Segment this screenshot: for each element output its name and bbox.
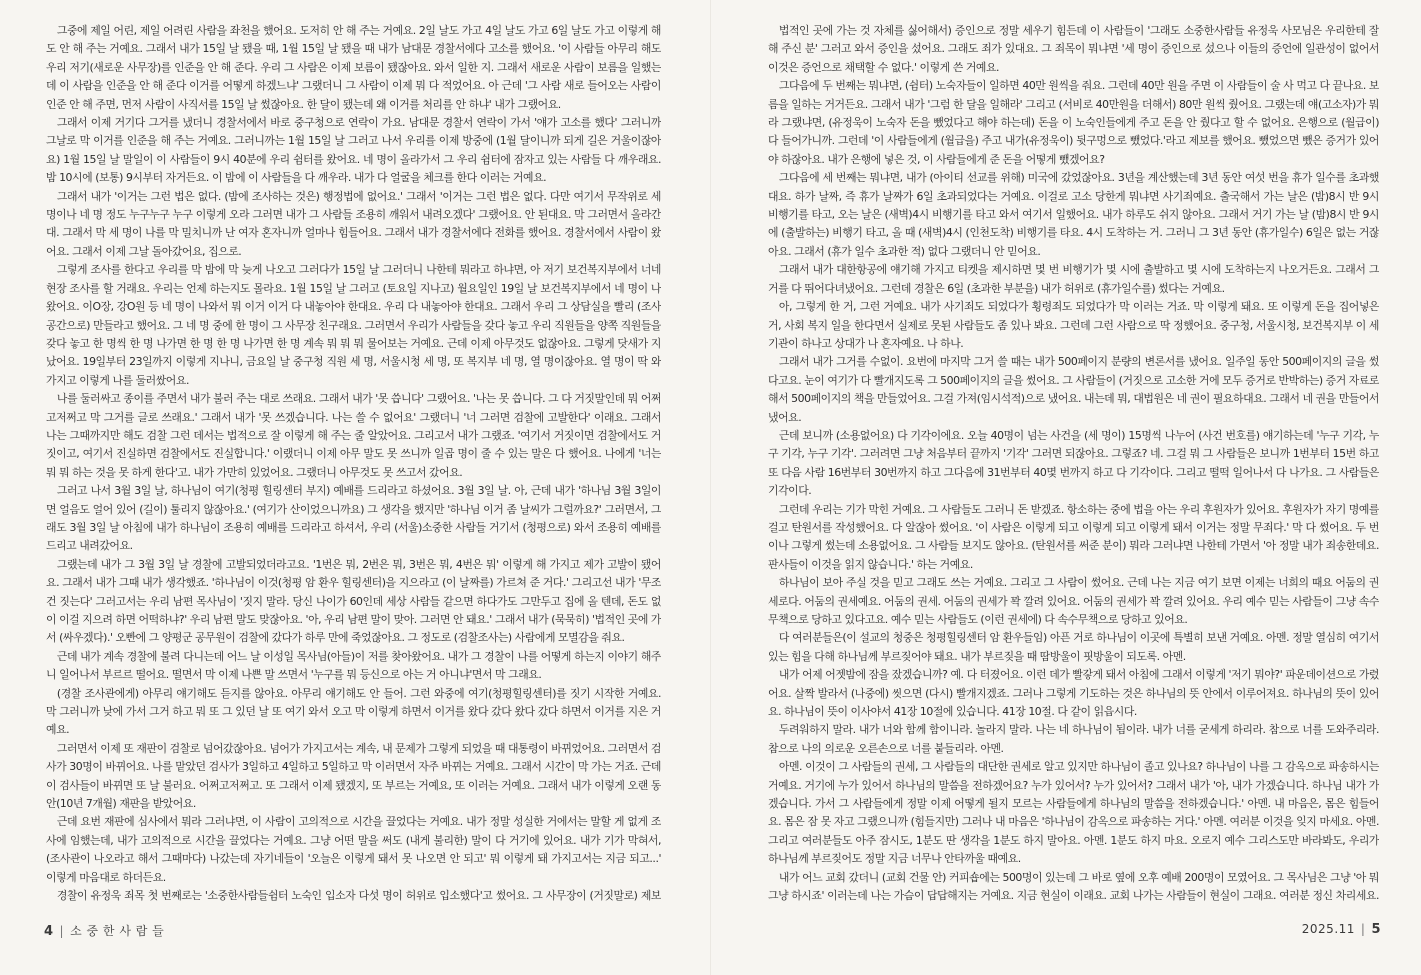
left-page [0,0,710,975]
paragraph: 내가 어느 교회 갔더니 (교회 건물 안) 커피숍에는 500명이 있는데 그 바로 옆에 오후 예배 200명이 모였어요. 그 목사님은 그냥 '아 뭐 그냥 하시죠' 이러는데 나는 가슴이 답답해지는 거예요. 지금 현실이 이래요. 교회 나가는 사람들이 현실이 그래요. 여러분 정신 차리세요. [768,870,1379,902]
right-page [711,0,1421,975]
paragraph: (경찰 조사관에게) 아무리 얘기해도 듣지를 않아요. 아무리 얘기해도 안 들어. 그런 와중에 여기(청평힐링센터)를 짓기 시작한 거예요. 막 그러니까 낮에 가서 그거 하고 뭐 또 그 있던 날 또 여기 와서 오고 막 이렇게 하면서 이거를 왔다 갔다 왔다 갔다 하면서 이거를 지은 거예요. [46,686,661,737]
paragraph: 법적인 곳에 가는 것 자체를 싫어해서) 증인으로 정말 세우기 힘든데 이 사람들이 '그래도 소중한사람들 유정욱 사모님은 우리한테 잘해 주신 분' 그러고 와서 증인을 섰어요. 그래도 죄가 있대요. 그 죄목이 뭐냐면 '세 명이 증인으로 섰으나 이들의 증언에 일관성이 없어서 이것은 증언으로 채택할 수 없다.' 이렇게 쓴 거예요. [768,24,1379,74]
right-page-number: 5 [1371,922,1381,937]
left-page-number: 4 [44,924,54,939]
magazine-title: 소 중 한 사 람 들 [70,924,165,938]
paragraph: 근데 보니까 (소용없어요) 다 기각이에요. 오늘 40명이 넘는 사건을 (세 명이) 15명씩 나누어 (사건 번호를) 얘기하는데 '누구 기각, 누구 기각, 누구 기각'. 그러려면 그냥 처음부터 끝까지 '기각' 그러면 되잖아요. 그렇죠? 네. 그걸 뭐 그 사람들은 보니까 1번부터 15번 하고 또 다음 사람 16번부터 30번까지 하고 그다음에 31번부터 40몇 번까지 하고 다 기각이다. 그리고 떨떡 일어나서 다 나가요. 그 사람들은 기각이다. [768,428,1379,498]
paragraph: 나를 둘러싸고 종이를 주면서 내가 불러 주는 대로 쓰래요. 그래서 내가 '못 씁니다' 그랬어요. '나는 못 씁니다. 그 다 거짓말인데 뭐 어쩌고저쩌고 막 그거를 글로 쓰래요.' 그래서 내가 '못 쓰겠습니다. 나는 쓸 수 없어요' 그랬더니 '너 그러면 검찰에 고발한다' 이래요. 그래서 나는 그때까지만 해도 검찰 그런 데서는 법적으로 잘 이렇게 해 주는 줄 알았어요. 그리고서 내가 그랬죠. '여기서 거짓이면 검찰에서도 거짓이고, 여기서 진실하면 검찰에서도 진실합니다.' 이랬더니 이제 아무 말도 못 쓰니까 일곱 명이 줄 수 있는 말은 다 했어요. 나에게 '너는 뭐 뭐 하는 것을 못 하게 한다'고. 내가 가만히 있었어요. 그랬더니 아무것도 못 쓰고서 갔어요. [46,392,661,479]
footer-separator: | [1360,922,1366,936]
paragraph: 그래서 내가 그거를 수없이. 요번에 마지막 그거 쓸 때는 내가 500페이지 분량의 변론서를 냈어요. 일주일 동안 500페이지의 글을 썼다고요. 눈이 여기가 다 빨개지도록 그 500페이지의 글을 썼어요. 그 사람들이 (거짓으로 고소한 거에 모두 증거로 반박하는) 증거 자료로 해서 500페이지의 책을 만들었어요. 그걸 가져(임시석적)으로 냈어요. 내는데 뭐, 대법원은 네 권이 필요하대요. 그래서 네 권을 만들어서 냈어요. [768,355,1379,424]
issue-date: 2025.11 [1301,922,1355,936]
paragraph: 그랬는데 내가 그 3월 3일 날 경찰에 고발되었더라고요. '1번은 뭐, 2번은 뭐, 3번은 뭐, 4번은 뭐' 이렇게 해 가지고 제가 고발이 됐어요. 그래서 내가 그때 내가 생각했죠. '하나님이 이것(청평 암 환우 힐링센터)을 지으라고 (이 날짜를) 가르쳐 준 거다.' 그리고선 내가 '무조건 짓는다' 그러고서는 우리 남편 목사님이 '짓지 말라. 당신 나이가 60인데 세상 사람들 같으면 하다가도 그만두고 집에 올 텐데, 돈도 없이 이걸 지으려 하면 어떡하냐?' 우리 남편 말도 맞잖아요. '아, 우리 남편 말이 맞아. 그러면 안 돼요.' 그래서 내가 (묵묵히) '법적인 곳에 가서 (싸우겠다).' 오빤에 그 양평군 공무원이 검찰에 갔다가 하루 만에 죽었잖아요. 그 정도로 (검찰조사는) 사람에게 모멸감을 줘요. [46,557,661,645]
paragraph: 하나님이 보아 주실 것을 믿고 그래도 쓰는 거예요. 그리고 그 사람이 썼어요. 근데 나는 지금 여기 보면 이제는 너희의 때요 어둠의 권세로다. 어둠의 권세예요. 어둠의 권세. 어둠의 권세가 꽉 깔려 있어요. 어둠의 권세가 꽉 깔려 있어요. 우리 예수 믿는 사람들이 그냥 속수무책으로 당하고 있다고요. 예수 믿는 사람들도 (이런 권세에) 다 속수무책으로 당하고 있어요. [768,576,1379,626]
paragraph: 그렇게 조사를 한다고 우리를 막 밤에 막 늦게 나오고 그러다가 15일 날 그러더니 나한테 뭐라고 하냐면, 아 저기 보건복지부에서 너네 현장 조사를 할 거래요. 우리는 언제 하는지도 몰라요. 1월 15일 날 그러고 (토요일 지나고) 월요일인 19일 날 보건복지부에서 네 명이 나왔어요. 이O장, 강O원 등 네 명이 나와서 뭐 이거 이거 다 내놓아야 한대요. 우리 다 내놓아야 한대요. 그래서 우리 그 상담실을 빨리 (조사 공간으로) 만들라고 했어요. 그 네 명 중에 한 명이 그 사무장 친구래요. 그러면서 우리가 사람들을 갖다 놓고 우리 직원들을 양쪽 직원들을 갖다 놓고 한 명씩 한 명 나가면 한 명 한 명 나가면 한 명 계속 뭐 뭐 뭐 물어보는 거예요. 근데 이제 아무것도 없잖아요. 그렇게 닷새가 지났어요. 19일부터 23일까지 이렇게 지나니, 금요일 날 중구청 직원 세 명, 서울시청 세 명, 또 복지부 네 명, 열 명이잖아요. 열 명이 딱 와 가지고 이렇게 나를 둘러쌌어요. [46,263,661,387]
paragraph: 다 여러분들은(이 설교의 청중은 청평힐링센터 암 환우들임) 아픈 거로 하나님이 이곳에 특별히 보낸 거예요. 아멘. 정말 열심히 여기서 있는 힘을 다해 하나님께 부르짖어야 돼요. 내가 부르짖을 때 땀방울이 핏방울이 되도록. 아멘. [768,631,1379,663]
paragraph: 경찰이 유정욱 죄목 첫 번째로는 '소중한사람들쉼터 노숙인 입소자 다섯 명이 허위로 입소했다'고 썼어요. 그 사무장이 (거짓말로) 제보 [56,889,661,902]
paragraph: 내가 어제 어젯밤에 잠을 잤겠습니까? 예. 다 터졌어요. 이런 데가 빨갛게 돼서 아침에 그래서 이렇게 '저기 뭐야?' 파운데이션으로 가렸어요. 살짝 발라서 (나중에) 씻으면 (다시) 빨개지겠죠. 그러나 그렇게 기도하는 것은 하나님의 뜻 안에서 이루어져요. 하나님의 뜻이 있어요. 하나님이 뜻이 이사야서 41장 10절에 있습니다. 41장 10절. 다 같이 읽읍시다. [768,668,1379,719]
paragraph: 근데 내가 계속 경찰에 불려 다니는데 어느 날 이성일 목사님(아들)이 저를 찾아왔어요. 내가 그 경찰이 나를 어떻게 하는지 이야기 해주니 일어나서 부르르 떨어요. 떨면서 막 이제 나쁜 말 쓰면서 '누구를 뭐 등신으로 아는 거 아니냐'면서 막 그래요. [46,649,661,682]
paragraph: 그런데 우리는 기가 막힌 거예요. 그 사람들도 그러니 돈 받겠죠. 항소하는 중에 법을 아는 우리 후원자가 있어요. 후원자가 자기 명예를 걸고 탄원서를 작성했어요. 다 알잖아 썼어요. '이 사람은 이렇게 되고 이렇게 되고 이렇게 돼서 이거는 정말 무죄다.' 막 다 썼어요. 두 번이나 그렇게 썼는데 소용없어요. 그 사람들 보지도 않아요. (탄원서를 써준 분이) 뭐라 그러냐면 나한테 가면서 '아 정말 내가 죄송한데요. 판사들이 이것을 읽지 않습니다.' 하는 거예요. [768,502,1379,571]
paragraph: 그래서 내가 대한항공에 얘기해 가지고 티켓을 제시하면 몇 번 비행기가 몇 시에 출발하고 몇 시에 도착하는지 나오거든요. 그래서 그거를 다 뛰어다녀냈어요. 그런데 경찰은 6일 (초과한 부분을) 내가 허위로 (휴가일수를) 썼다는 거예요. [768,263,1379,295]
paragraph: 근데 요번 재판에 심사에서 뭐라 그러냐면, 이 사람이 고의적으로 시간을 끌었다는 거예요. 내가 정말 성실한 거에서는 말할 게 없게 조사에 임했는데, 내가 고의적으로 시간을 끌었다는 거예요. 그냥 어떤 말을 써도 (내게 불리한) 말이 다 거기에 있어요. 내가 기가 막혀서, (조사관이 나오라고 해서 그때마다) 나갔는데 자기네들이 '오늘은 이렇게 돼서 못 나오면 안 되고' 뭐 이렇게 돼 가지고서는 지금 되고...' 이렇게 마음대로 하더든요. [46,815,661,884]
paragraph: 그러고 나서 3월 3일 날, 하나님이 여기(청평 힐링센터 부지) 예배를 드리라고 하셨어요. 3월 3일 날. 아, 근데 내가 '하나님 3월 3일이면 얼음도 얼어 있어 (길이) 툴리지 않잖아요.' (여기가 산이었으니까요) 그 생각을 했지만 '하나님 이거 좀 날씨가 그럴까요?' 그러면서, 그래도 3월 3일 날 아침에 내가 하나님이 조용히 예배를 드리라고 하셔서, 우리 (서울)소중한 사람들 거기서 (청평으로) 와서 조용히 예배를 드리고 내려갔어요. [46,484,661,553]
paragraph: 아, 그렇게 한 거, 그런 거예요. 내가 사기죄도 되었다가 횡령죄도 되었다가 막 이러는 거죠. 막 이렇게 돼요. 또 이렇게 돈을 집어넣은 거, 사회 복지 일을 한다면서 실제로 못된 사람들도 좀 있나 봐요. 그런데 그런 사람으로 딱 정했어요. 중구청, 서울시청, 보건복지부 이 세 기관이 하나고 상대가 나 혼자예요. 나 하나. [768,300,1379,350]
paragraph: 아멘. 이것이 그 사람들의 권세, 그 사람들의 대단한 권세로 알고 있지만 하나님이 졸고 있나요? 하나님이 나를 그 감옥으로 파송하시는 거예요. 거기에 누가 있어서 하나님의 말씀을 전하겠어요? 누가 있어서? 누가 있어서? 그래서 내가 '아, 내가 가겠습니다. 하나님 내가 가겠습니다. 가서 그 사람들에게 정말 이제 어떻게 될지 모르는 사람들에게 하나님의 말씀을 전하겠습니다.' 아멘. 내 마음은, 몸은 힘들어요. 몸은 잠 못 자고 그랬으니까 (힘들지만) 그러나 내 마음은 '하나님이 감옥으로 파송하는 거다.' 아멘. 여러분 이것을 잊지 마세요. 아멘. 그리고 여러분들도 아주 잠시도, 1분도 딴 생각을 1분도 하지 말아요. 아멘. 1분도 하지 마요. 오로지 예수 그리스도만 바라봐도, 우리가 하나님께 부르짖어도 정말 지금 너무나 안타까울 때예요. [768,760,1379,866]
paragraph: 두려워하지 말라. 내가 너와 함께 함이니라. 놀라지 말라. 나는 네 하나님이 됨이라. 내가 너를 굳세게 하리라. 참으로 너를 도와주리라. 참으로 나의 의로운 오른손으로 너를 붙들리라. 아멘. [768,723,1379,755]
paragraph: 그러면서 이제 또 재판이 검찰로 넘어갔잖아요. 넘어가 가지고서는 계속, 내 문제가 그렇게 되었을 때 대통령이 바뀌었어요. 그러면서 검사가 30명이 바뀌어요. 나를 맡았던 검사가 3일하고 4일하고 5일하고 막 이러면서 자주 바뀌는 거예요. 그래서 시간이 막 가는 거죠. 근데 이 검사들이 바뀌면 또 날 불러요. 어쩌고저쩌고. 또 그래서 이제 됐겠지, 또 부르는 거예요, 또 이러는 거예요. 그래서 내가 이렇게 오랜 동안(10년 7개월) 재판을 받았어요. [46,741,661,811]
paragraph: 그다음에 세 번째는 뭐냐면, 내가 (아이티 선교를 위해) 미국에 갔었잖아요. 3년을 계산했는데 3년 동안 여섯 번을 휴가 일수를 초과했대요. 하가 날짜, 즉 휴가 날짜가 6일 초과되었다는 거예요. 이걸로 고소 당한게 뭐냐면 사기죄예요. 출국해서 가는 날은 (밤)8시 반 9시 비행기를 타고, 오는 날은 (새벽)4시 비행기를 타고 와서 여기서 일했어요. 내가 하루도 쉬지 않아요. 그래서 거기 가는 날 (밤)8시 반 9시에 (출발하는) 비행기 타고, 올 때 (새벽)4시 (인천도착) 비행기를 타요. 4시 도착하는 거. 그러니 그 3년 동안 (휴가일수) 6일은 없는 거잖아요. 그래서 (휴가 일수 초과한 적) 없다 그랬더니 안 믿어요. [768,171,1379,258]
right-body-text [768,22,1379,902]
right-footer [1302,922,1381,937]
left-body-text [46,22,661,902]
paragraph: 그다음에 두 번째는 뭐냐면, (쉼터) 노숙자들이 일하면 40만 원씩을 줘요. 그런데 40만 원을 주면 이 사람들이 술 사 먹고 다 끝나요. 보름을 일하는 거거든요. 그래서 내가 '그럼 한 달을 일해라' 그리고 (서비로 40만원을 더해서) 80만 원씩 줬어요. 그랬는데 얘(고소자)가 뭐라 그랬냐면, (유정욱이 노숙자 돈을 뺐었다고 해야 하는데) 돈을 이 노숙인들에게 주고 돈을 안 줬다고 할 수 없어요. 은행으로 (월급이) 다 들어가니까. 그런데 '이 사람들에게 (월급을) 주고 내가(유정욱이) 뒷구멍으로 뺐었다.'라고 제보를 했어요. 뺐었으면 뺐은 증거가 있어야 하잖아요. 내가 은행에 넣은 것, 이 사람들에게 준 돈을 어떻게 뺐겠어요? [768,79,1379,166]
left-footer [44,922,164,939]
footer-separator: | [59,924,65,938]
paragraph: 그래서 이제 거기다 그거를 냈더니 경찰서에서 바로 중구청으로 연락이 가요. 남대문 경찰서 연락이 가서 '얘가 고소를 했다' 그러니까 그날로 막 이거를 인준을 해 주는 거예요. 그러니까는 1월 15일 날 그러고 나서 우리를 이제 방중에 (1월 달이니까 되게 길은 거울이잖아요) 1월 15일 날 말일이 이 사람들이 9시 40분에 우리 쉼터를 왔어요. 네 명이 올라가서 그 우리 쉼터에 잠자고 있는 사람들 다 깨우래요. 밤 10시에 (보통) 9시부터 자거든요. 이 밤에 이 사람들을 다 깨우라. 내가 다 얼굴을 체크를 한다 이러는 거예요. [46,116,661,185]
paragraph: 그래서 내가 '이거는 그런 법은 없다. (밤에 조사하는 것은) 행정법에 없어요.' 그래서 '이거는 그런 법은 없다. 다만 여기서 무작위로 세 명이나 네 명 정도 누구누구 누구 이렇게 오라 그러면 내가 그 사람들 조용히 깨워서 내려오겠다' 그랬어요. 안 된대요. 막 그러면서 올라간대. 그래서 막 세 명이 나를 막 밀치니까 난 여자 혼자니까 얼마나 힘들어요. 그래서 내가 경찰서에다 전화를 했어요. 경찰서에서 사람이 왔어요. 그래서 이제 그날 돌아갔어요, 집으로. [46,189,661,258]
paragraph: 그중에 제일 어린, 제일 어려린 사람을 좌천을 했어요. 도저히 안 해 주는 거예요. 2일 날도 가고 4일 날도 가고 6일 날도 가고 이렇게 해도 안 해 주는 거예요. 그래서 내가 15일 날 됐을 때, 1월 15일 날 됐을 때 내가 남대문 경찰서에다 고소를 했어요. '이 사람들 아무리 해도 우리 저기(새로운 사무장)를 인준을 안 해 준다. 우리 그 사람은 이제 보름이 됐잖아요. 와서 일한 지. 그래서 새로운 사람이 보름을 일했는데 이 사람을 인준을 안 해 준다 이거를 어떻게 하겠느냐' 그랬더니 그 사람이 이제 뭐 다 적었어요. 아 근데 '그 사람 새로 들어오는 사람이 인준 안 해 주면, 먼저 사람이 사직서를 15일 날 썼잖아요. 한 달이 됐는데 왜 이거를 처리를 안 하냐' 내가 그랬어요. [46,24,661,111]
